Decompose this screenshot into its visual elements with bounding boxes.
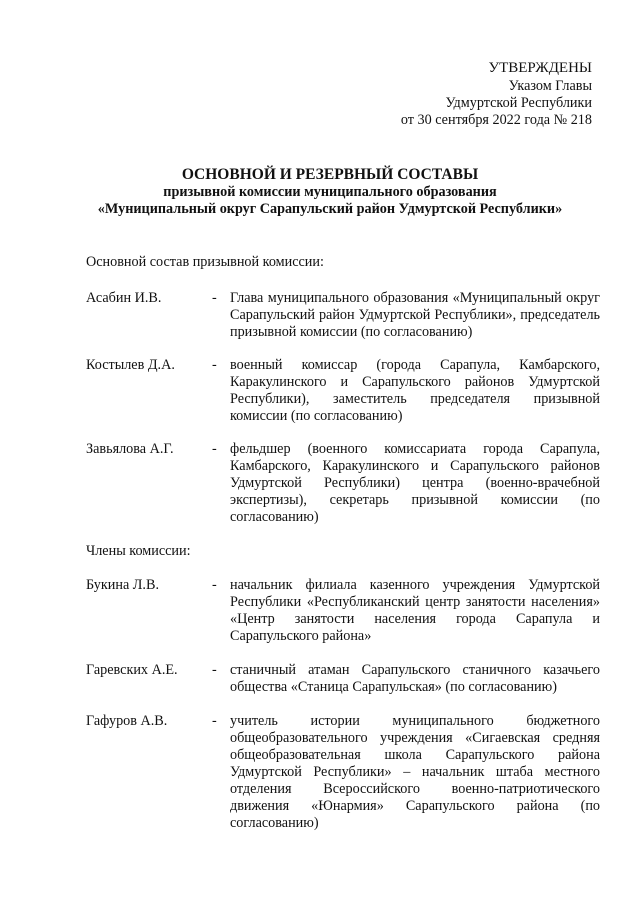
member-dash: - xyxy=(212,713,217,729)
members-section-label: Члены комиссии: xyxy=(86,543,191,559)
member-description: Глава муниципального образования «Муниципальный округ Сарапульский район Удмуртской Республики», председатель призывной комиссии (по согласованию) xyxy=(230,290,600,340)
member-description: начальник филиала казенного учреждения Удмуртской Республики «Республиканский центр занятости населения» «Центр занятости населения города Сарапула и Сарапульского района» xyxy=(230,577,600,644)
approval-date-line: от 30 сентября 2022 года № 218 xyxy=(400,112,592,128)
approval-decree-line: Указом Главы xyxy=(508,78,592,94)
approval-stamp xyxy=(372,60,592,129)
title-municipality: «Муниципальный округ Сарапульский район Удмуртской Республики» xyxy=(97,201,563,217)
main-section-label: Основной состав призывной комиссии: xyxy=(86,254,324,270)
member-description: военный комиссар (города Сарапула, Камбарского, Каракулинского и Сарапульского районов Удмуртской Республики), заместитель председателя призывной комиссии (по согласованию) xyxy=(230,357,600,424)
member-name: Гафуров А.В. xyxy=(86,713,168,729)
member-description: учитель истории муниципального бюджетного общеобразовательного учреждения «Сигаевская средняя общеобразовательная школа Сарапульского района Удмуртской Республики» – начальник штаба местного отделения Всероссийского военно-патриотического движения «Юнармия» Сарапульского района (по согласованию) xyxy=(230,713,600,831)
member-dash: - xyxy=(212,290,217,306)
approval-heading: УТВЕРЖДЕНЫ xyxy=(488,60,592,76)
member-name: Костылев Д.А. xyxy=(86,357,175,373)
member-dash: - xyxy=(212,577,217,593)
member-dash: - xyxy=(212,357,217,373)
member-dash: - xyxy=(212,662,217,678)
member-name: Завьялова А.Г. xyxy=(86,441,174,457)
document-title xyxy=(60,165,600,218)
member-description: станичный атаман Сарапульского станичного казачьего общества «Станица Сарапульская» (по согласованию) xyxy=(230,662,600,695)
member-name: Гаревских А.Е. xyxy=(86,662,178,678)
approval-republic-line: Удмуртской Республики xyxy=(445,95,592,111)
title-main: ОСНОВНОЙ И РЕЗЕРВНЫЙ СОСТАВЫ xyxy=(181,166,479,183)
member-description: фельдшер (военного комиссариата города Сарапула, Камбарского, Каракулинского и Сарапульского районов Удмуртской Республики) центра (военно-врачебной экспертизы), секретарь призывной комиссии (по согласованию) xyxy=(230,441,600,525)
member-dash: - xyxy=(212,441,217,457)
member-name: Асабин И.В. xyxy=(86,290,162,306)
member-name: Букина Л.В. xyxy=(86,577,159,593)
title-subtitle: призывной комиссии муниципального образования xyxy=(163,184,497,200)
